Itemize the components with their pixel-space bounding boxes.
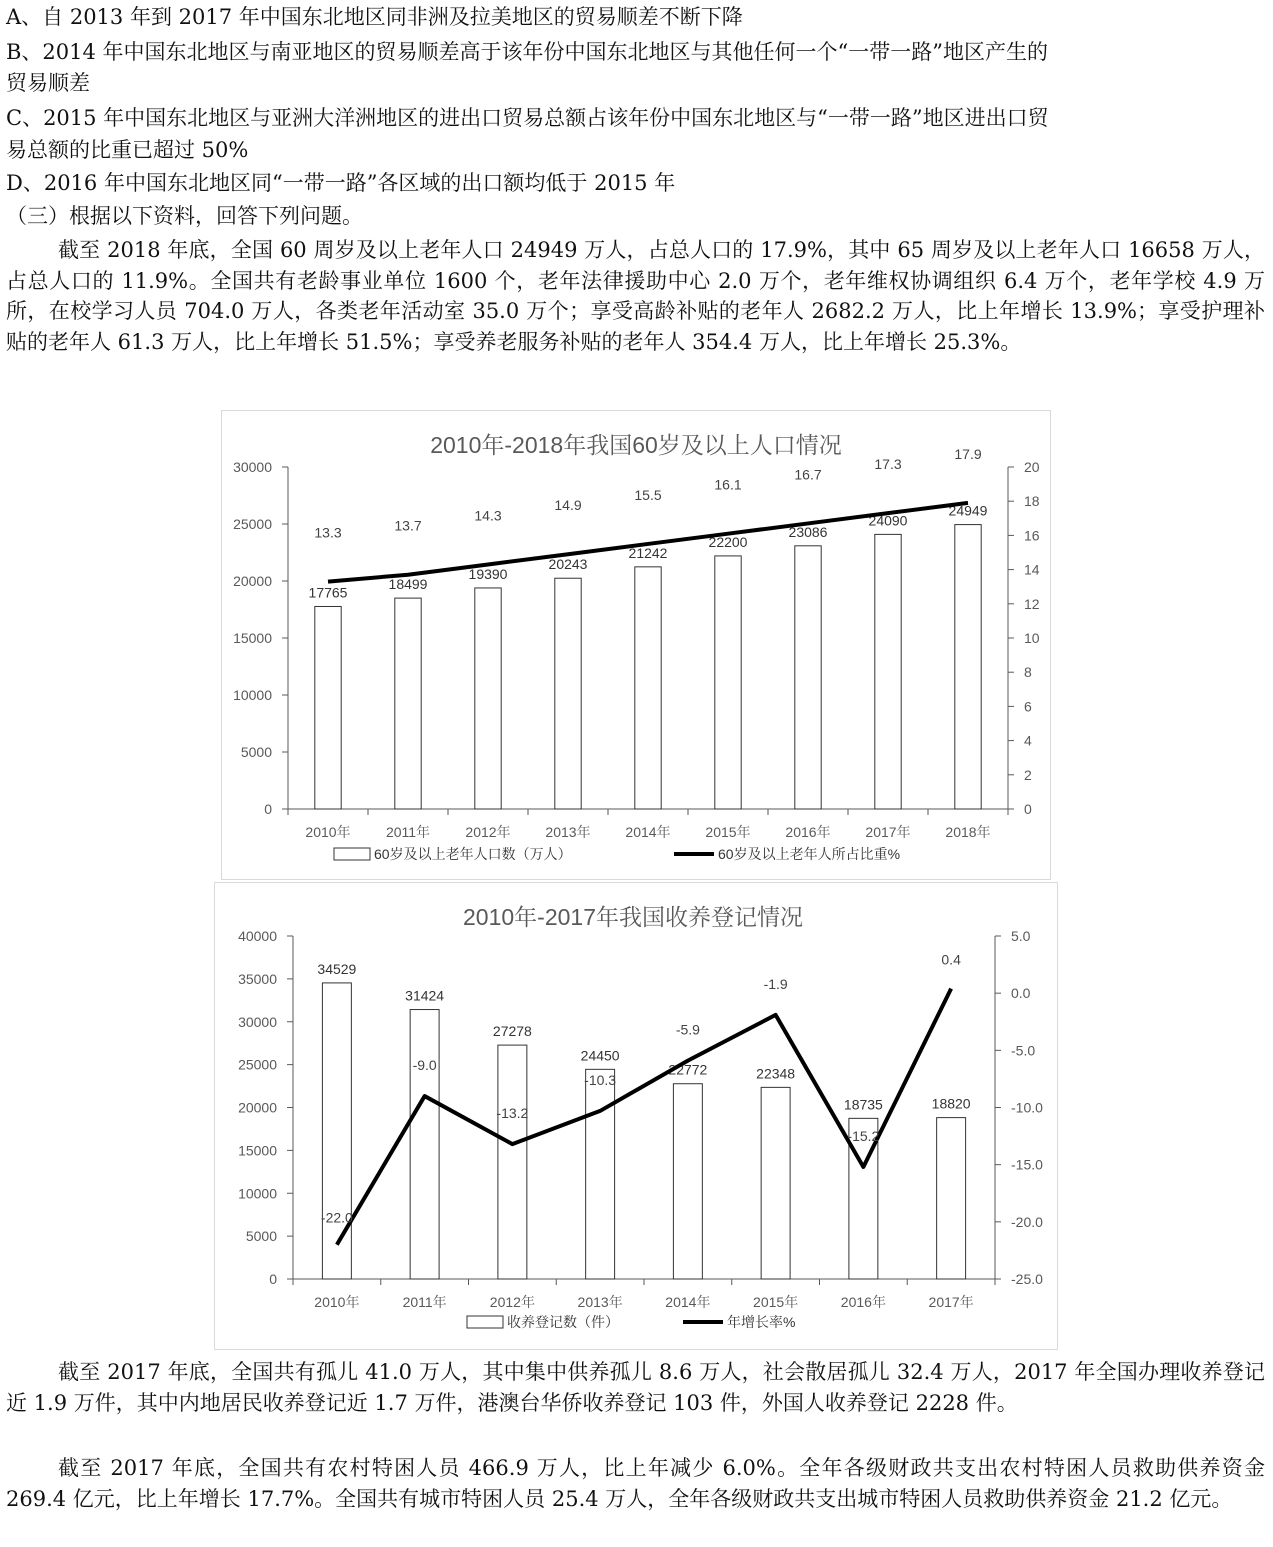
- bar: [498, 1045, 527, 1279]
- right-tick-label: -5.0: [1011, 1042, 1036, 1059]
- category-label: 2015年: [705, 824, 751, 840]
- right-tick-label: -25.0: [1011, 1271, 1043, 1287]
- legend-bar-swatch: [467, 1316, 503, 1328]
- legend-bar-label: 60岁及以上老年人口数（万人）: [374, 846, 572, 862]
- left-tick-label: 0: [264, 801, 272, 817]
- left-tick-label: 25000: [233, 516, 272, 532]
- bar: [673, 1084, 702, 1279]
- category-label: 2014年: [625, 824, 671, 840]
- option-c-cont: 易总额的比重已超过 50%: [6, 138, 249, 162]
- right-tick-label: -10.0: [1011, 1099, 1043, 1116]
- left-tick-label: 5000: [240, 744, 272, 760]
- bar-value-label: 23086: [788, 523, 828, 540]
- bar-value-label: 24949: [948, 502, 988, 519]
- chart-adoption-svg: [215, 883, 1057, 1349]
- line-value-label: -1.9: [763, 975, 788, 992]
- category-label: 2013年: [577, 1294, 623, 1310]
- option-d: D、2016 年中国东北地区同“一带一路”各区域的出口额均低于 2015 年: [6, 171, 676, 195]
- option-a: A、自 2013 年到 2017 年中国东北地区同非洲及拉美地区的贸易顺差不断下降: [6, 5, 743, 29]
- bar-value-label: 18735: [843, 1096, 883, 1113]
- line-value-label: 14.3: [474, 507, 502, 524]
- right-tick-label: 20: [1024, 459, 1040, 475]
- paragraph-elderly: 截至 2018 年底，全国 60 周岁及以上老年人口 24949 万人，占总人口的 17.9%，其中 65 周岁及以上老年人口 16658 万人，占总人口的 11.9%。全国共有老龄事业单位 1600 个，老年法律援助中心 2.0 万个，老年维权协调组织 6.4 万个，老年学校 4.9 万所，在校学习人员 704.0 万人，各类老年活动室 35.0 万个；享受高龄补贴的老年人 2682.2 万人，比上年增长 13.9%；享受护理补贴的老年人 61.3 万人，比上年增长 51.5%；享受养老服务补贴的老年人 354.4 万人，比上年增长 25.3%。: [6, 238, 1265, 354]
- left-tick-label: 10000: [238, 1185, 277, 1202]
- bar: [715, 556, 741, 809]
- bar-value-label: 18820: [931, 1095, 971, 1112]
- bar-value-label: 17765: [308, 584, 348, 601]
- right-tick-label: 12: [1024, 595, 1040, 612]
- option-c: C、2015 年中国东北地区与亚洲大洋洲地区的进出口贸易总额占该年份中国东北地区与“一带一路”地区进出口贸: [6, 106, 1049, 130]
- option-b: B、2014 年中国东北地区与南亚地区的贸易顺差高于该年份中国东北地区与其他任何一个“一带一路”地区产生的: [6, 40, 1049, 64]
- category-label: 2013年: [545, 824, 591, 840]
- category-label: 2016年: [785, 824, 831, 840]
- right-tick-label: -15.0: [1011, 1156, 1043, 1173]
- line-value-label: -13.2: [496, 1105, 529, 1122]
- line-value-label: 17.3: [874, 456, 902, 473]
- left-tick-label: 15000: [233, 630, 272, 646]
- left-tick-label: 40000: [238, 928, 277, 944]
- right-tick-label: 8: [1024, 664, 1032, 681]
- bar-value-label: 22200: [708, 533, 748, 550]
- line-value-label: 13.7: [394, 517, 422, 534]
- left-tick-label: 5000: [245, 1228, 277, 1245]
- bar: [635, 567, 661, 809]
- category-label: 2017年: [928, 1294, 974, 1310]
- line-value-label: 17.9: [954, 445, 982, 462]
- line-value-label: -15.2: [847, 1127, 880, 1144]
- right-tick-label: 5.0: [1011, 928, 1031, 944]
- right-tick-label: 2: [1024, 766, 1032, 783]
- section-title: （三）根据以下资料，回答下列问题。: [6, 204, 363, 228]
- bar: [761, 1087, 790, 1279]
- bar-value-label: 21242: [628, 544, 668, 561]
- option-b-cont: 贸易顺差: [6, 71, 90, 95]
- category-label: 2012年: [465, 824, 511, 840]
- left-tick-label: 15000: [238, 1142, 277, 1159]
- paragraph-poverty: 截至 2017 年底，全国共有农村特困人员 466.9 万人，比上年减少 6.0%。全年各级财政共支出农村特困人员救助供养资金 269.4 亿元，比上年增长 17.7%。全国共有城市特困人员 25.4 万人，全年各级财政共支出城市特困人员救助供养资金 21.2 亿元。: [6, 1456, 1265, 1511]
- bar: [937, 1118, 966, 1279]
- category-label: 2010年: [314, 1294, 360, 1310]
- bar-value-label: 18499: [388, 576, 428, 593]
- bar: [955, 525, 981, 809]
- left-tick-label: 30000: [238, 1013, 277, 1030]
- bar: [395, 598, 421, 809]
- bar-value-label: 19390: [468, 565, 508, 582]
- line-value-label: -10.3: [584, 1071, 617, 1088]
- left-tick-label: 30000: [233, 459, 272, 475]
- right-tick-label: 0: [1024, 801, 1032, 817]
- right-tick-label: 0.0: [1011, 985, 1031, 1002]
- line-value-label: 0.4: [941, 951, 961, 968]
- bar: [795, 546, 821, 809]
- legend-bar-label: 收养登记数（件）: [507, 1314, 619, 1330]
- bar: [586, 1069, 615, 1279]
- bar-value-label: 34529: [317, 960, 357, 977]
- left-tick-label: 20000: [238, 1099, 277, 1116]
- line-value-label: 16.1: [714, 476, 742, 493]
- bar-value-label: 20243: [548, 556, 588, 573]
- left-tick-label: 10000: [233, 687, 272, 703]
- bar-value-label: 22772: [668, 1061, 708, 1078]
- left-tick-label: 35000: [238, 970, 277, 987]
- bar: [875, 534, 901, 809]
- bar-value-label: 22348: [756, 1065, 796, 1082]
- bar: [475, 588, 501, 809]
- legend-bar-swatch: [334, 848, 370, 860]
- line-value-label: -22.0: [320, 1209, 353, 1226]
- line-value-label: -5.9: [675, 1021, 700, 1038]
- left-tick-label: 0: [269, 1271, 277, 1287]
- left-tick-label: 25000: [238, 1056, 277, 1073]
- bar: [410, 1010, 439, 1279]
- line-value-label: -9.0: [412, 1057, 437, 1074]
- line-value-label: 16.7: [794, 466, 822, 483]
- chart-title: 2010年-2017年我国收养登记情况: [463, 904, 803, 930]
- category-label: 2017年: [865, 824, 911, 840]
- category-label: 2011年: [402, 1294, 447, 1310]
- line-value-label: 13.3: [314, 524, 342, 541]
- category-label: 2015年: [753, 1294, 799, 1310]
- line-value-label: 14.9: [554, 497, 582, 514]
- right-tick-label: 10: [1024, 630, 1040, 646]
- chart-elderly-population: [221, 410, 1051, 880]
- bar: [322, 983, 351, 1279]
- bar: [315, 606, 341, 809]
- bar: [555, 578, 581, 809]
- bar-value-label: 27278: [492, 1023, 532, 1040]
- legend-line-label: 60岁及以上老年人所占比重%: [718, 846, 901, 862]
- category-label: 2012年: [489, 1294, 535, 1310]
- bar-value-label: 31424: [405, 987, 445, 1004]
- right-tick-label: 16: [1024, 527, 1040, 544]
- chart-title: 2010年-2018年我国60岁及以上人口情况: [430, 432, 842, 458]
- bar-value-label: 24090: [868, 512, 908, 529]
- right-tick-label: 4: [1024, 732, 1032, 749]
- category-label: 2010年: [305, 824, 351, 840]
- legend-line-label: 年增长率%: [727, 1314, 796, 1330]
- right-tick-label: 18: [1024, 493, 1040, 510]
- paragraph-orphans: 截至 2017 年底，全国共有孤儿 41.0 万人，其中集中供养孤儿 8.6 万人，社会散居孤儿 32.4 万人，2017 年全国办理收养登记近 1.9 万件，其中内地居民收养登记近 1.7 万件，港澳台华侨收养登记 103 件，外国人收养登记 2228 件。: [6, 1360, 1265, 1415]
- category-label: 2011年: [385, 824, 431, 840]
- category-label: 2016年: [840, 1294, 886, 1310]
- bar-value-label: 24450: [580, 1047, 620, 1064]
- category-label: 2014年: [665, 1294, 711, 1310]
- left-tick-label: 20000: [233, 573, 272, 589]
- right-tick-label: 6: [1024, 698, 1032, 715]
- category-label: 2018年: [945, 824, 991, 840]
- chart-elderly-svg: [222, 411, 1050, 879]
- right-tick-label: -20.0: [1011, 1213, 1043, 1230]
- line-value-label: 15.5: [634, 486, 662, 503]
- chart-adoption: [214, 882, 1058, 1350]
- right-tick-label: 14: [1024, 561, 1040, 578]
